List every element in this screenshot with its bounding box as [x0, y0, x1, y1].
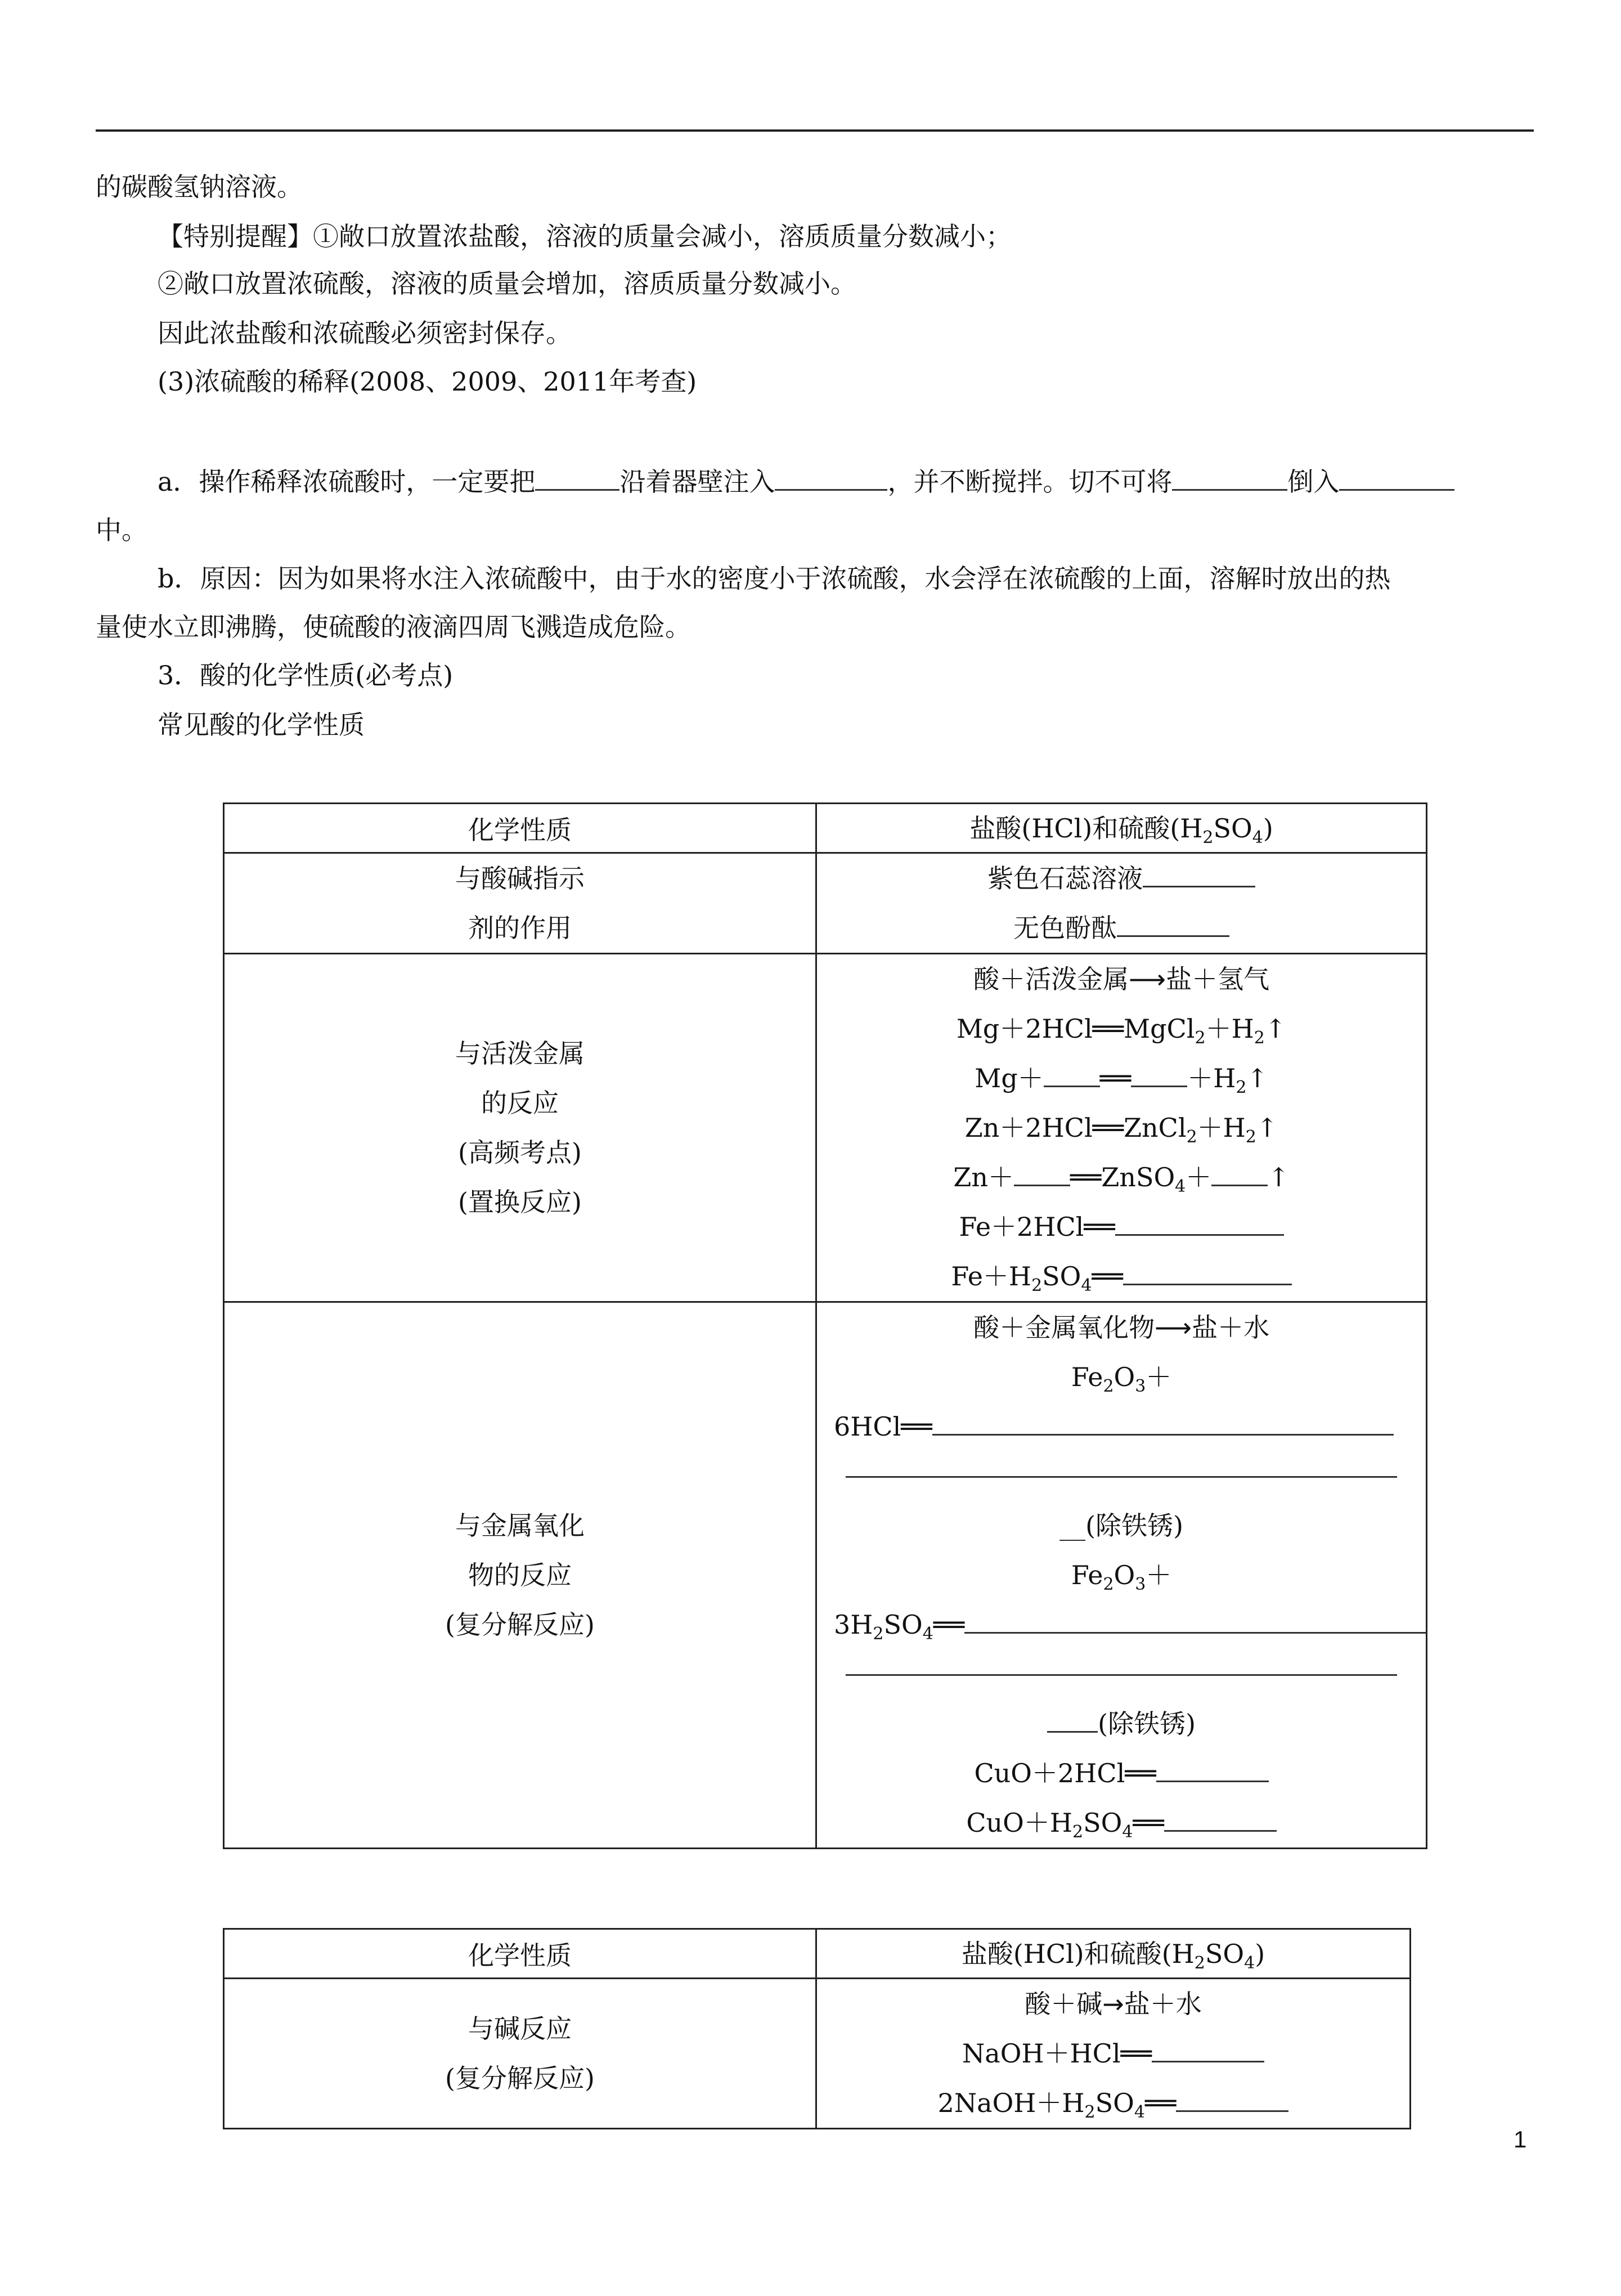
blank[interactable]	[1211, 1162, 1268, 1186]
gas-up-icon: ↑	[1268, 1162, 1290, 1192]
page-number: 1	[1514, 2126, 1527, 2152]
arrow-icon: ⟶	[1129, 964, 1166, 994]
blank[interactable]	[1047, 1708, 1098, 1733]
paragraph-line: 量使水立即沸腾，使硫酸的液滴四周飞溅造成危险。	[96, 612, 691, 642]
blank[interactable]	[846, 1649, 1397, 1676]
gas-up-icon: ↑	[1246, 1063, 1268, 1093]
blank[interactable]	[1131, 1063, 1187, 1087]
blank[interactable]	[1123, 1261, 1292, 1285]
blank[interactable]	[1172, 467, 1287, 491]
section-heading: 3．酸的化学性质(必考点)	[158, 660, 453, 690]
blank[interactable]	[1143, 863, 1255, 887]
table-cell: 与碱反应 (复分解反应)	[224, 1979, 816, 2129]
table-cell: 酸＋活泼金属⟶盐＋氢气 $Mg+2HCl══MgCl_2+H_2↑$ Mg＋ ══ $+H_2↑$ $Zn+2HCl══ZnCl_2+H_2↑$ Zn＋ ══ZnSO$_4$＋ ↑ Fe＋2HCl══ $Fe+H_2SO_4══$	[816, 954, 1427, 1302]
paragraph-line: 中。	[96, 515, 147, 545]
blank[interactable]	[1164, 1808, 1277, 1832]
blank[interactable]	[1117, 913, 1229, 937]
special-reminder: 【特别提醒】①敞口放置浓盐酸，溶液的质量会减小，溶质质量分数减小；	[158, 221, 1012, 252]
blank[interactable]	[964, 1609, 1426, 1634]
table-cell: 与活泼金属 的反应 (高频考点) (置换反应)	[224, 954, 816, 1302]
blank[interactable]	[1014, 1162, 1070, 1186]
section-heading: (3)浓硫酸的稀释(2008、2009、2011年考查)	[158, 366, 697, 397]
blank[interactable]	[1152, 2038, 1264, 2062]
paragraph-line: 常见酸的化学性质	[158, 710, 365, 740]
table-cell: 酸＋碱→盐＋水 NaOH＋HCl══ $2NaOH+H_2SO_4══$	[816, 1979, 1411, 2129]
blank[interactable]	[1176, 2088, 1288, 2112]
acid-properties-table	[223, 802, 1427, 1849]
acid-base-table	[223, 1928, 1411, 2129]
blank[interactable]	[1044, 1063, 1100, 1087]
table-cell: 与酸碱指示 剂的作用	[224, 853, 816, 954]
paragraph-line: 的碳酸氢钠溶液。	[96, 172, 303, 202]
gas-up-icon: ↑	[1264, 1014, 1287, 1044]
table-header-cell: 化学性质	[224, 804, 816, 853]
table-cell: 与金属氧化 物的反应 (复分解反应)	[224, 1302, 816, 1849]
paragraph-line: 因此浓盐酸和浓硫酸必须密封保存。	[158, 318, 572, 348]
blank[interactable]	[1115, 1212, 1284, 1236]
table-cell: 酸＋金属氧化物⟶盐＋水 $Fe_2O_3+$ 6HCl══ __(除铁锈) $Fe_2O_3+$ $3H_2SO_4══$ (除铁锈) CuO＋2HCl══ $CuO+H_2SO_4══$	[816, 1302, 1427, 1849]
table-cell: 紫色石蕊溶液 无色酚酞	[816, 853, 1427, 954]
gas-up-icon: ↑	[1256, 1113, 1278, 1143]
blank[interactable]	[775, 467, 887, 491]
header-rule	[96, 129, 1534, 132]
blank[interactable]	[1339, 467, 1454, 491]
arrow-icon: ⟶	[1155, 1312, 1192, 1343]
blank[interactable]	[535, 467, 619, 491]
table-header-cell: 盐酸(HCl)和硫酸$(H_2SO_4)$	[816, 804, 1427, 853]
paragraph-line: b．原因：因为如果将水注入浓硫酸中，由于水的密度小于浓硫酸，水会浮在浓硫酸的上面，溶解时放出的热	[158, 563, 1391, 594]
table-header-cell: 盐酸(HCl)和硫酸$(H_2SO_4)$	[816, 1929, 1411, 1979]
fill-in-question-a: a．操作稀释浓硫酸时，一定要把 沿着器壁注入 ，并不断搅拌。切不可将 倒入	[158, 465, 1454, 499]
blank[interactable]	[932, 1411, 1394, 1436]
arrow-icon: →	[1102, 1989, 1124, 2019]
blank[interactable]	[846, 1451, 1397, 1478]
table-header-cell: 化学性质	[224, 1929, 816, 1979]
blank[interactable]	[1156, 1758, 1269, 1782]
paragraph-line: ②敞口放置浓硫酸，溶液的质量会增加，溶质质量分数减小。	[158, 268, 856, 299]
